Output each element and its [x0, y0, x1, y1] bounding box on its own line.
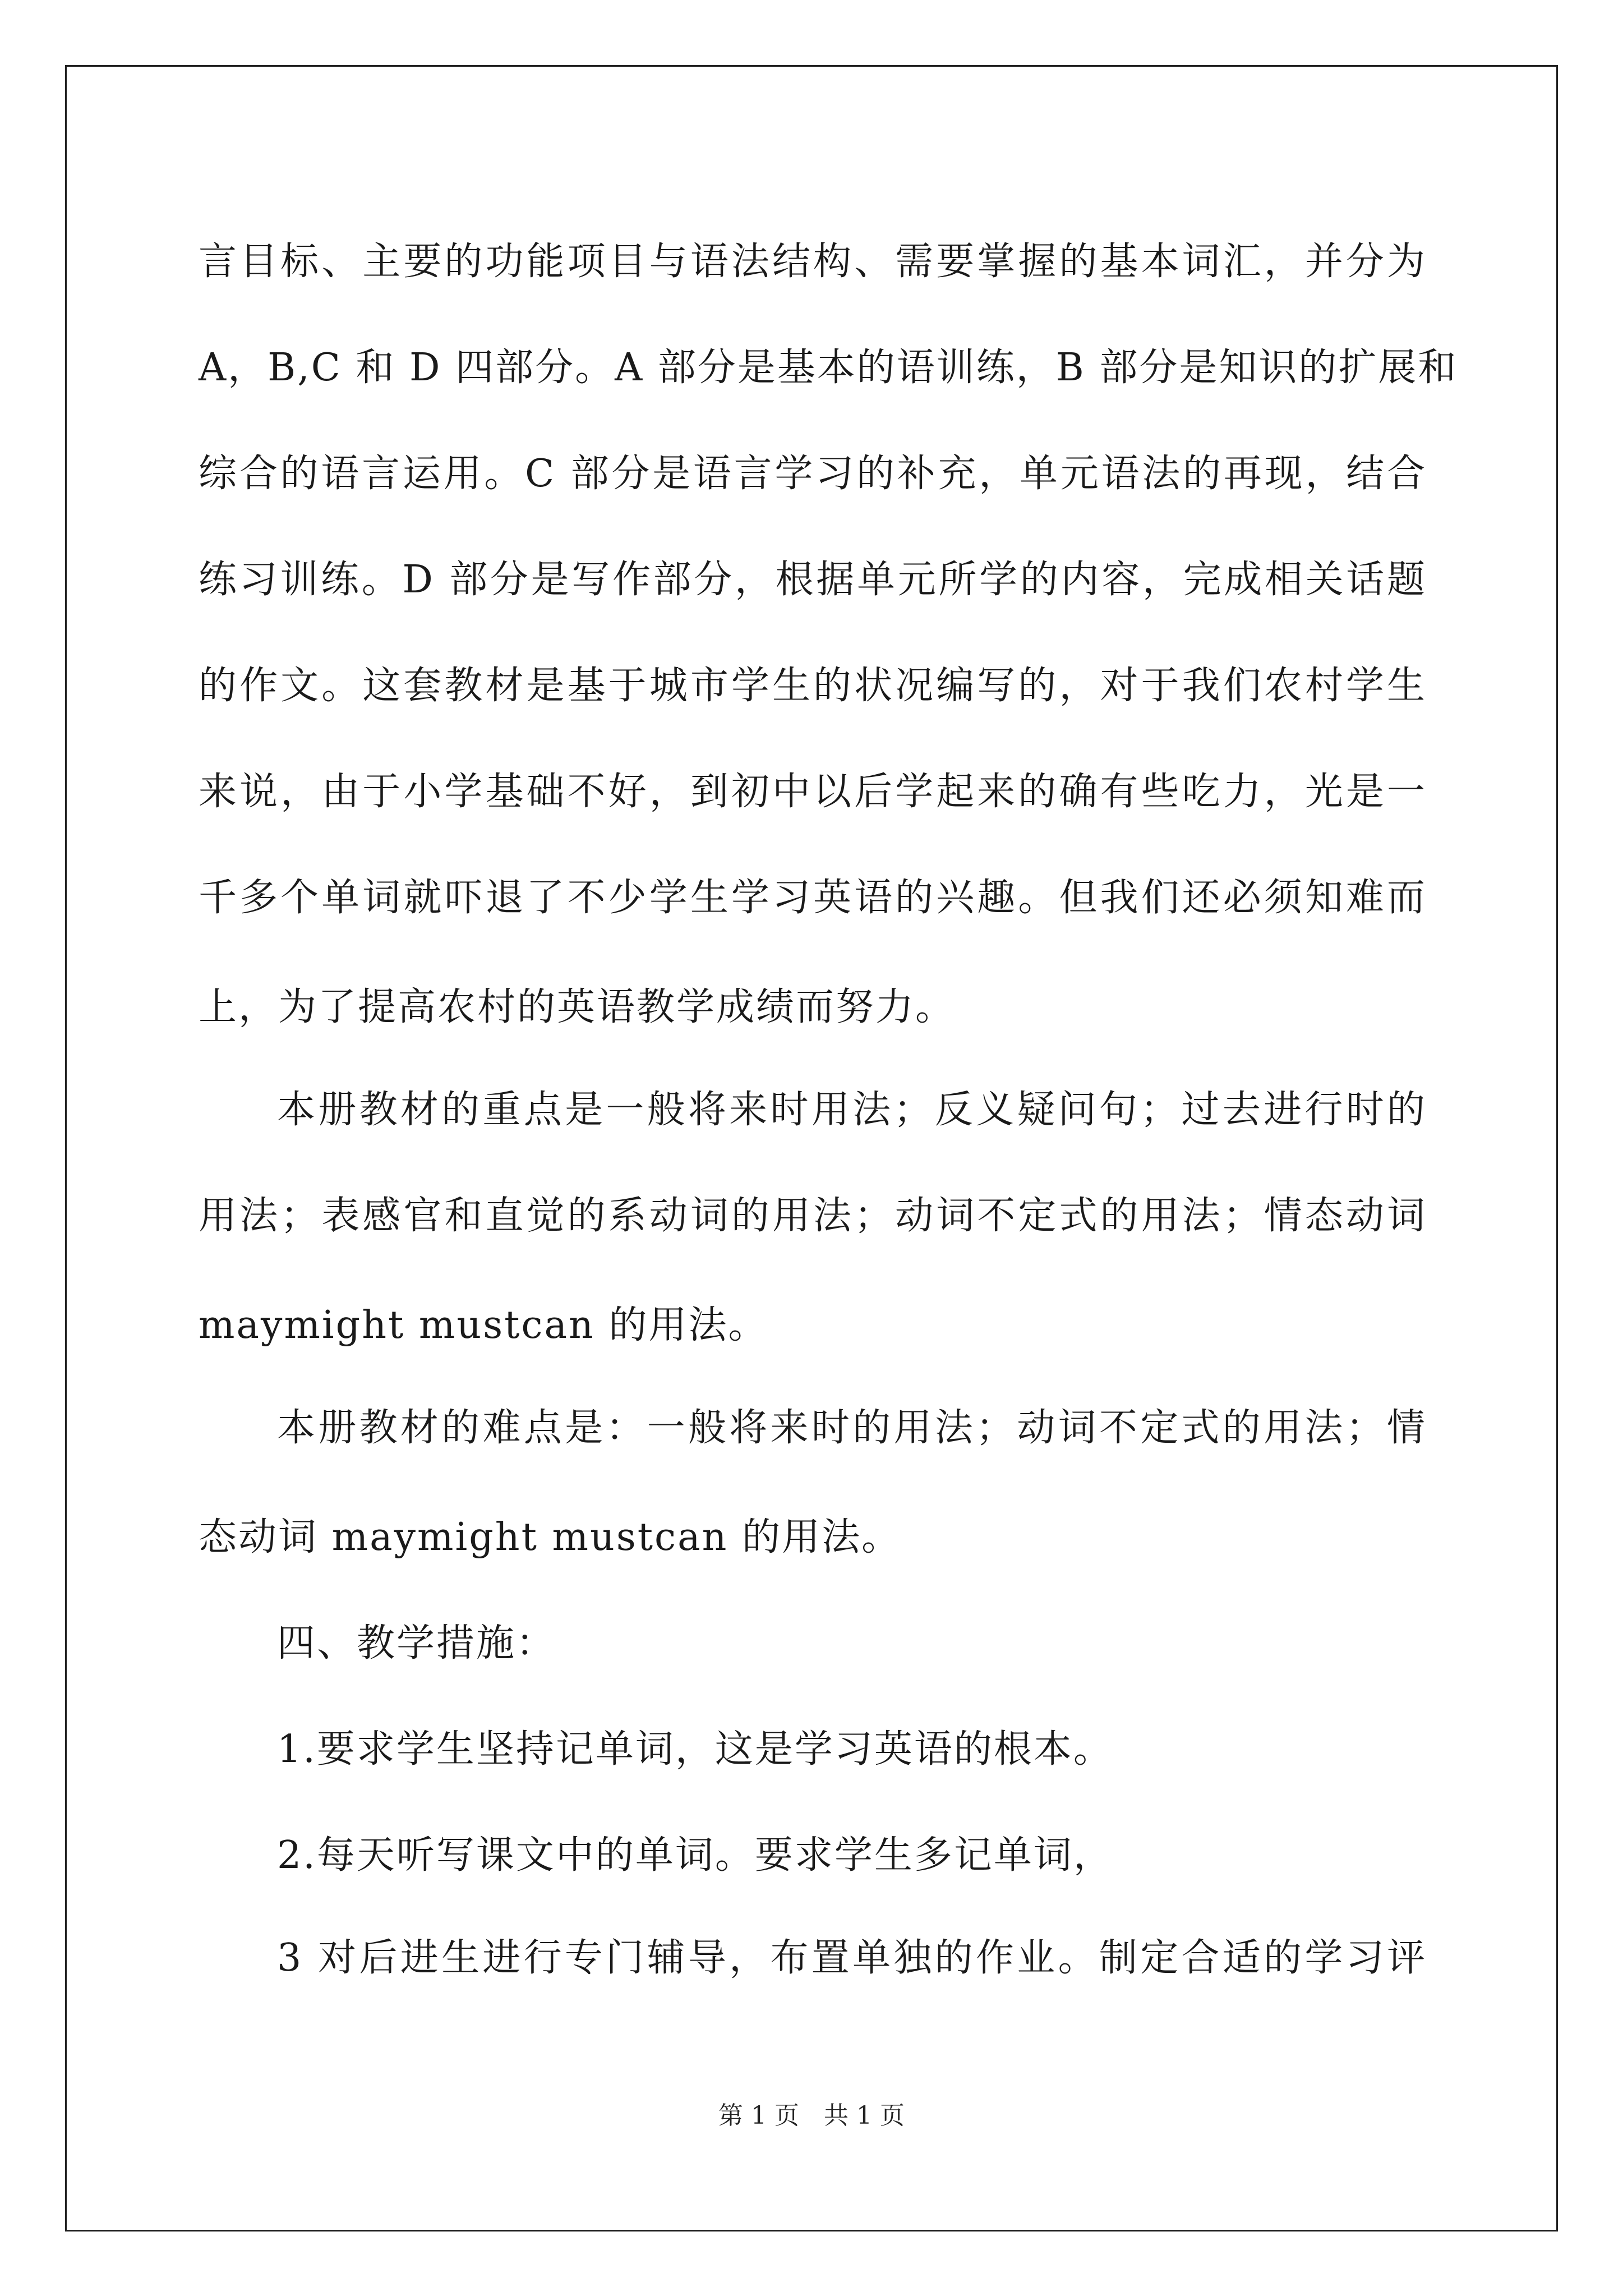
text-line: 言目标、主要的功能项目与语法结构、需要掌握的基本词汇，并分为 — [199, 240, 1427, 284]
list-item: 3 对后进生进行专门辅导，布置单独的作业。制定合适的学习评 — [277, 1936, 1427, 1980]
text-line: 态动词 maymight mustcan 的用法。 — [199, 1515, 902, 1559]
text-line: 本册教材的难点是：一般将来时的用法；动词不定式的用法；情 — [277, 1406, 1427, 1450]
text-line: 上，为了提高农村的英语教学成绩而努力。 — [199, 985, 956, 1029]
section-heading: 四、教学措施： — [277, 1621, 556, 1665]
document-body — [199, 209, 1458, 2011]
text-line: 综合的语言运用。C 部分是语言学习的补充，单元语法的再现，结合 — [199, 452, 1427, 496]
text-line: maymight mustcan 的用法。 — [199, 1303, 768, 1347]
list-item: 1.要求学生坚持记单词，这是学习英语的根本。 — [277, 1727, 1113, 1772]
text-line: 本册教材的重点是一般将来时用法；反义疑问句；过去进行时的 — [277, 1088, 1427, 1132]
text-line: A，B,C 和 D 四部分。A 部分是基本的语训练，B 部分是知识的扩展和 — [199, 346, 1458, 390]
text-line: 用法；表感官和直觉的系动词的用法；动词不定式的用法；情态动词 — [199, 1194, 1427, 1238]
list-item: 2.每天听写课文中的单词。要求学生多记单词， — [277, 1833, 1113, 1878]
text-line: 练习训练。D 部分是写作部分，根据单元所学的内容，完成相关话题 — [199, 558, 1427, 602]
page-number-footer: 第 1 页 共 1 页 — [718, 2101, 905, 2130]
text-line: 来说，由于小学基础不好，到初中以后学起来的确有些吃力，光是一 — [199, 770, 1427, 814]
text-line: 的作文。这套教材是基于城市学生的状况编写的，对于我们农村学生 — [199, 664, 1427, 708]
text-line: 千多个单词就吓退了不少学生学习英语的兴趣。但我们还必须知难而 — [199, 876, 1427, 920]
